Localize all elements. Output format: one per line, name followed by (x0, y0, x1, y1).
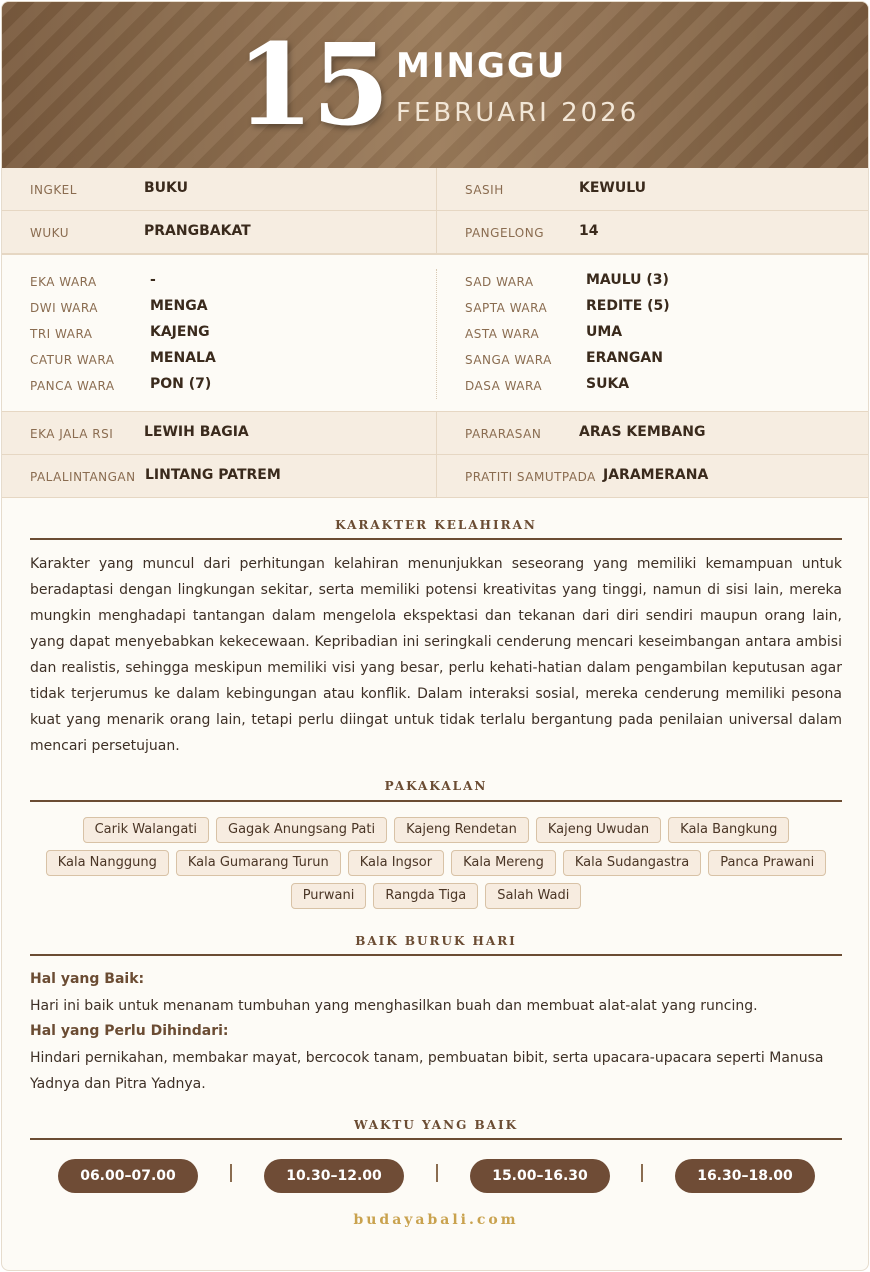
wara-value: REDITE (5) (586, 298, 670, 314)
pakakalan-chip: Kala Sudangastra (563, 850, 701, 876)
wara-label: CATUR WARA (30, 353, 115, 367)
pakakalan-chip: Salah Wadi (485, 883, 581, 909)
karakter-text: Karakter yang muncul dari perhitungan kelahiran menunjukkan seseorang yang memiliki kemampuan untuk beradaptasi dengan lingkungan sekitar, serta memiliki potensi kreativitas yang tinggi, namun di sisi lain, mereka mungkin menghadapi tantangan dalam mengelola ekspektasi dan tekanan dari diri sendiri maupun orang lain, yang dapat menyebabkan kekecewaan. Kepribadian ini seringkali cenderung mencari keseimbangan antara ambisi dan realistis, sehingga meskipun memiliki visi yang besar, perlu kehati-hatian dalam pengambilan keputusan agar tidak terjerumus ke dalam kebingungan atau konflik. Dalam interaksi sosial, mereka cenderung memiliki pesona kuat yang menarik orang lain, tetapi perlu diingat untuk tidak terlalu bergantung pada penilaian universal dalam mencari persetujuan. (30, 556, 842, 754)
calendar-card (1, 1, 869, 1271)
info-label: PALALINTANGAN (30, 470, 136, 484)
info-value: ARAS KEMBANG (579, 424, 706, 440)
date-header (2, 2, 869, 168)
wara-value: MENGA (150, 298, 208, 314)
section-divider (30, 800, 842, 802)
wara-item (2, 269, 402, 295)
wara-value: - (150, 272, 156, 288)
time-slots (30, 1159, 842, 1195)
wara-column-left (2, 269, 436, 399)
info-label: INGKEL (30, 183, 77, 197)
section-divider (30, 954, 842, 956)
info-value: 14 (579, 223, 599, 239)
wara-column-right (436, 269, 869, 399)
wara-label: TRI WARA (30, 327, 93, 341)
wara-value: KAJENG (150, 324, 210, 340)
chip-row (30, 817, 842, 845)
wara-value: UMA (586, 324, 623, 340)
info-cell-pangelong (436, 211, 869, 254)
info-value: LEWIH BAGIA (144, 424, 249, 440)
section-divider (30, 538, 842, 540)
wara-table (2, 254, 869, 412)
section-title-karakter: KARAKTER KELAHIRAN (335, 518, 537, 532)
pakakalan-chip: Kala Ingsor (348, 850, 444, 876)
time-slot: 06.00–07.00 (58, 1159, 198, 1193)
wara-item (437, 373, 837, 399)
info-row (2, 455, 869, 498)
info-cell-palalintangan (2, 455, 436, 498)
pakakalan-chip: Kajeng Rendetan (394, 817, 529, 843)
pakakalan-chip: Rangda Tiga (373, 883, 478, 909)
wara-label: EKA WARA (30, 275, 97, 289)
info-cell-pararasan (436, 412, 869, 455)
info-label: PANGELONG (465, 226, 545, 240)
info-value: LINTANG PATREM (145, 467, 281, 483)
wara-item (437, 295, 837, 321)
pakakalan-chip: Kala Mereng (451, 850, 556, 876)
time-slot: 15.00–16.30 (470, 1159, 610, 1193)
day-name: MINGGU (396, 46, 567, 86)
month-year: FEBRUARI 2026 (396, 98, 640, 128)
footer-site-link[interactable]: budayabali.com (353, 1212, 519, 1228)
avoid-heading: Hal yang Perlu Dihindari: (30, 1023, 229, 1039)
pakakalan-chip: Gagak Anungsang Pati (216, 817, 387, 843)
wara-label: SANGA WARA (465, 353, 552, 367)
info-cell-ingkel (2, 168, 436, 211)
wara-label: SAD WARA (465, 275, 534, 289)
day-number: 15 (236, 20, 388, 151)
pakakalan-chip: Kajeng Uwudan (536, 817, 661, 843)
pakakalan-chip: Kala Nanggung (46, 850, 169, 876)
info-value: KEWULU (579, 180, 647, 196)
info-label: WUKU (30, 226, 69, 240)
wara-item (2, 373, 402, 399)
wara-label: DASA WARA (465, 379, 543, 393)
wara-item (2, 295, 402, 321)
info-label: EKA JALA RSI (30, 427, 114, 441)
wara-item (437, 347, 837, 373)
info-label: SASIH (465, 183, 504, 197)
pakakalan-chip: Carik Walangati (83, 817, 209, 843)
wara-value: MAULU (3) (586, 272, 669, 288)
chip-row (30, 850, 842, 878)
wara-value: SUKA (586, 376, 630, 392)
chip-row (30, 883, 842, 911)
section-divider (30, 1138, 842, 1140)
section-title-waktu: WAKTU YANG BAIK (353, 1118, 519, 1132)
section-title-baik-buruk: BAIK BURUK HARI (355, 934, 517, 948)
info-label: PRATITI SAMUTPADA (465, 470, 596, 484)
wara-label: PANCA WARA (30, 379, 115, 393)
avoid-text: Hindari pernikahan, membakar mayat, bercocok tanam, pembuatan bibit, serta upacara-upacara seperti Manusa Yadnya dan Pitra Yadnya. (30, 1050, 824, 1092)
wara-item (2, 321, 402, 347)
info-cell-sasih (436, 168, 869, 211)
pakakalan-chip: Purwani (291, 883, 367, 909)
slot-separator (230, 1164, 232, 1182)
wara-value: PON (7) (150, 376, 212, 392)
info-value: JARAMERANA (603, 467, 709, 483)
slot-separator (436, 1164, 438, 1182)
info-value: PRANGBAKAT (144, 223, 251, 239)
slot-separator (641, 1164, 643, 1182)
info-label: PARARASAN (465, 427, 542, 441)
section-title-pakakalan: PAKAKALAN (384, 779, 488, 793)
pakakalan-chip: Kala Bangkung (668, 817, 789, 843)
wara-item (2, 347, 402, 373)
time-slot: 10.30–12.00 (264, 1159, 404, 1193)
info-row (2, 412, 869, 455)
good-heading: Hal yang Baik: (30, 971, 145, 987)
wara-value: ERANGAN (586, 350, 663, 366)
good-text: Hari ini baik untuk menanam tumbuhan yang menghasilkan buah dan membuat alat-alat yang runcing. (30, 998, 758, 1014)
time-slot: 16.30–18.00 (675, 1159, 815, 1193)
info-row (2, 211, 869, 254)
wara-item (437, 321, 837, 347)
info-value: BUKU (144, 180, 189, 196)
wara-label: ASTA WARA (465, 327, 540, 341)
info-cell-eka-jala-rsi (2, 412, 436, 455)
wara-value: MENALA (150, 350, 216, 366)
pakakalan-chip: Panca Prawani (708, 850, 826, 876)
info-cell-wuku (2, 211, 436, 254)
info-row (2, 168, 869, 211)
pakakalan-chip: Kala Gumarang Turun (176, 850, 341, 876)
info-cell-pratiti-samutpada (436, 455, 869, 498)
wara-label: DWI WARA (30, 301, 98, 315)
wara-item (437, 269, 837, 295)
wara-label: SAPTA WARA (465, 301, 548, 315)
